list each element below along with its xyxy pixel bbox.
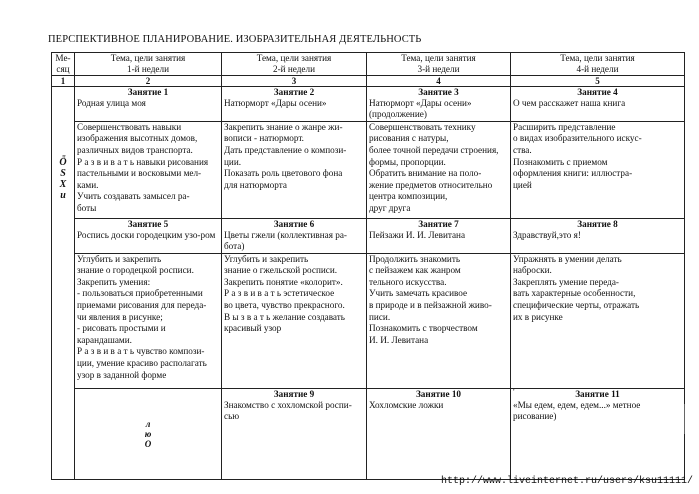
lesson-cell [367,218,511,253]
lesson-title: Занятие 2 [273,87,315,97]
header-row [52,53,685,76]
desc-line: формы, пропорции. [369,156,446,167]
month-letter: Ȫ [59,157,67,168]
lesson-title: Занятие 3 [418,87,459,97]
desc-line: Учить замечать красивое [369,288,468,299]
desc-line: Совершенствовать навыки [77,121,182,132]
week-header-line: 2-й недели [273,64,315,74]
column-number: 2 [75,76,222,87]
lesson-desc [511,121,685,218]
desc-line: Р а з в и в а т ь навыки рисования [77,156,209,167]
month-header [52,53,75,76]
lesson-title: Занятие 7 [418,218,459,229]
desc-line: красивый узор [224,323,282,334]
column-number-row [52,76,685,87]
month-letter: л [145,418,151,429]
lesson-cell [222,87,367,122]
lesson-cell [511,87,685,122]
lesson-title: Занятие 9 [273,388,315,399]
lesson-topic: Здравствуй,это я! [513,229,581,240]
desc-line: различных видов транспорта. [77,145,193,155]
lesson-title: Занятие 4 [577,87,618,97]
week-header-4 [511,53,685,76]
desc-line: Познакомить с творчеством [369,323,478,334]
week-header-2 [222,53,367,76]
desc-line: писи. [369,311,391,322]
lesson-title: Занятие 11 [575,388,620,399]
lesson-topic: О чем расскажет наша книга [513,98,626,108]
lesson-title-row [52,218,685,253]
planning-table [51,52,685,480]
desc-line: тельного искусства. [369,276,447,287]
desc-line: наброски. [513,265,552,276]
desc-line: друг друга [369,202,411,213]
desc-line: - пользоваться приобретенными [77,288,203,299]
desc-line: Закрепить умения: [77,276,151,287]
desc-line: цией [513,179,532,190]
week-header-1 [75,53,222,76]
page-edge-mark [684,404,693,434]
desc-line: в природе и в пейзажной живо- [369,300,492,310]
page-title: ПЕРСПЕКТИВНОЕ ПЛАНИРОВАНИЕ. ИЗОБРАЗИТЕЛЬНАЯ ДЕЯТЕЛЬНОСТЬ [48,34,422,45]
desc-line: о видах изобразительного искус- [513,133,642,144]
desc-line: Закрепить понятие «колорит». [224,276,343,287]
week-header-line: 4-й недели [576,64,619,74]
desc-line: ции. [224,156,242,167]
desc-line: Обратить внимание на поло- [369,168,482,179]
lesson-desc [222,253,367,388]
desc-line: Познакомить с приемом [513,156,608,167]
week-header-line: 1-й недели [127,64,169,74]
desc-line: Закреплять умение переда- [513,276,619,287]
lesson-topic: Родная улица моя [77,98,146,108]
desc-line: знание о гжельской росписи. [224,265,338,276]
apostrophe-mark: ' [513,388,515,397]
desc-line: боты [77,202,97,213]
desc-line: ции, умение красиво располагать [77,357,207,368]
lesson-cell [511,218,685,253]
lesson-title: Занятие 10 [415,388,462,399]
desc-line: изображения высотных домов, [77,133,198,144]
desc-line: с пейзажем как жанром [369,265,461,276]
lesson-cell [367,87,511,122]
lesson-topic: Хохломские ложки [369,399,444,410]
column-number: 4 [367,76,511,87]
month-letter: и [60,190,66,201]
lesson-cell [367,388,511,479]
desc-line: Углубить и закрепить [77,253,162,264]
lesson-desc-row [52,121,685,218]
week-header-line: Тема, цели занятия [560,53,635,63]
week-header-line: 3-й недели [417,64,460,74]
desc-line: Расширить представление [513,121,616,132]
month-header-line: сяц [56,64,70,74]
week-header-line: Тема, цели занятия [110,53,186,63]
desc-line: И. И. Левитана [369,334,429,345]
desc-line: Р а з в и в а т ь эстетическое [224,288,335,299]
week-header-3 [367,53,511,76]
column-number: 5 [511,76,685,87]
desc-line: центра композиции, [369,191,448,202]
month-cell-3 [75,388,222,479]
lesson-cell [222,218,367,253]
desc-line: во цвета, чувство прекрасного. [224,300,345,310]
lesson-topic: «Мы едем, едем, едем...» метное рисование) [513,399,641,422]
desc-line: Учить создавать замысел ра- [77,191,190,202]
desc-line: пастельными и восковыми мел- [77,168,202,179]
desc-line: В ы з в а т ь желание создавать [224,311,345,322]
lesson-desc [222,121,367,218]
lesson-cell [75,87,222,122]
desc-line: ками. [77,179,99,190]
desc-line: Совершенствовать технику [369,121,476,132]
desc-line: Упражнять в умении делать [513,253,622,264]
lesson-cell [511,388,685,479]
desc-line: чи явления в рисунке; [77,311,163,322]
lesson-desc [511,253,685,388]
desc-line: Продолжить знакомить [369,253,461,264]
desc-line: - рисовать простыми и [77,323,166,334]
desc-line: рисования с натуры, [369,133,449,144]
source-url: http://www.liveinternet.ru/users/ksu11111/ [440,476,693,487]
desc-line: приемами рисования для переда- [77,300,207,310]
month-letter: О [144,438,152,449]
lesson-topic: Натюрморт «Дары осени» [224,98,327,108]
lesson-desc [367,253,511,388]
column-number: 1 [52,76,75,87]
lesson-cell [222,388,367,479]
desc-line: для натюрморта [224,179,287,190]
lesson-topic: Пейзажи И. И. Левитана [369,229,466,240]
lesson-title: Занятие 8 [577,218,618,229]
month-letter: X [59,179,67,190]
lesson-title-wrap [513,389,682,400]
lesson-desc [75,121,222,218]
lesson-title-row [52,87,685,122]
lesson-topic: Натюрморт «Дары осени» (продолжение) [369,98,472,120]
lesson-desc [75,253,222,388]
desc-line: Р а з в и в а т ь чувство компози- [77,346,205,357]
desc-line: их в рисунке [513,311,563,322]
desc-line: знание о городецкой росписи. [77,265,194,276]
lesson-topic: Роспись доски городецким узо-ром [77,229,216,240]
desc-line: более точной передачи строения, [369,145,499,155]
lesson-title: Занятие 5 [127,218,169,229]
month-letter: S [60,168,66,179]
desc-line: Углубить и закрепить [224,253,309,264]
desc-line: ства. [513,145,532,155]
desc-line: карандашами. [77,334,132,345]
desc-line: Закрепить знание о жанре жи- [224,121,343,132]
lesson-desc-row [52,253,685,388]
desc-line: Дать представление о компози- [224,145,347,155]
desc-line: вать характерные особенности, [513,288,636,299]
desc-line: оформления книги: иллюстра- [513,168,633,179]
desc-line: жение предметов относительно [369,179,493,190]
month-cell-1 [52,87,75,480]
desc-line: специфические черты, отражать [513,300,640,310]
lesson-topic: Знакомство с хохломской роспи-сью [224,399,352,422]
desc-line: вописи - натюрморт. [224,133,304,144]
month-header-line: Ме- [55,53,71,63]
week-header-line: Тема, цели занятия [401,53,476,63]
month-letter: ю [144,428,152,439]
column-number: 3 [222,76,367,87]
lesson-title-row [52,388,685,479]
lesson-cell [75,218,222,253]
lesson-topic: Цветы гжели (коллективная ра-бота) [224,229,347,252]
desc-line: узор в заданной форме [77,369,167,380]
lesson-desc [367,121,511,218]
desc-line: Показать роль цветового фона [224,168,343,179]
lesson-title: Занятие 1 [127,87,169,97]
lesson-title: Занятие 6 [273,218,315,229]
week-header-line: Тема, цели занятия [256,53,332,63]
